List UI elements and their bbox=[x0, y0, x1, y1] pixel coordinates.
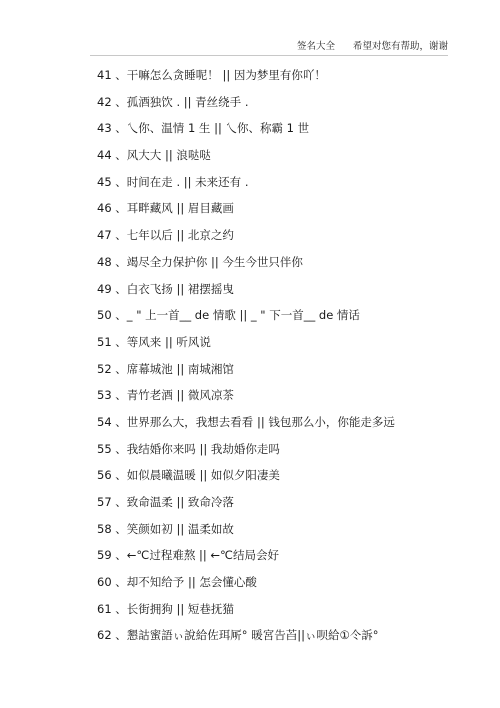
list-item: 46 、耳畔藏风 || 眉目藏画 bbox=[97, 201, 234, 216]
list-item: 55 、我结婚你来吗 || 我劫婚你走吗 bbox=[97, 441, 280, 456]
list-item: 52 、席幕城池 || 南城湘馆 bbox=[97, 361, 234, 376]
list-item: 60 、却不知给予 || 怎会懂心酸 bbox=[97, 575, 257, 590]
list-item: 42 、孤酒独饮 . || 青丝绕手 . bbox=[97, 94, 249, 109]
list-item: 62 、懇詁蜜語ぃ說給佐珥厛° 暖宮告苩||ぃ呗給①仒訴° bbox=[97, 628, 379, 643]
list-item: 53 、青竹老酒 || 微风凉茶 bbox=[97, 388, 234, 403]
list-item: 50 、_ " 上一首__ de 情歌 || _ " 下一首__ de 情话 bbox=[97, 308, 360, 323]
list-item: 59 、←℃过程难熬 || ←℃结局会好 bbox=[97, 548, 279, 563]
list-item: 57 、致命温柔 || 致命冷落 bbox=[97, 495, 234, 509]
header-title: 签名大全 bbox=[296, 41, 335, 52]
list-item: 56 、如似晨曦温暖 || 如似夕阳凄美 bbox=[97, 468, 280, 483]
list-item: 54 、世界那么大，我想去看看 || 钱包那么小，你能走多远 bbox=[97, 414, 395, 429]
header-subtitle: 希望对您有帮助，谢谢 bbox=[352, 41, 448, 52]
list-item: 49 、白衣飞扬 || 裙摆摇曳 bbox=[97, 281, 234, 296]
list-item: 51 、等风来 || 听风说 bbox=[97, 334, 211, 349]
list-item: 43 、乀你、温情 1 生 || 乀你、称霸 1 世 bbox=[97, 121, 310, 136]
list-item: 48 、竭尽全力保护你 || 今生今世只伴你 bbox=[97, 254, 303, 269]
list-item: 44 、风大大 || 浪哒哒 bbox=[97, 148, 211, 163]
signature-list bbox=[97, 62, 457, 649]
list-item: 61 、长街拥狗 || 短巷抚猫 bbox=[97, 601, 234, 616]
list-item: 58 、笑颜如初 || 温柔如故 bbox=[97, 521, 234, 536]
header-divider bbox=[90, 55, 448, 56]
page-header bbox=[297, 38, 448, 52]
list-item: 41 、干嘛怎么贪睡呢！ || 因为梦里有你吖！ bbox=[97, 68, 326, 82]
list-item: 47 、七年以后 || 北京之约 bbox=[97, 228, 234, 243]
list-item: 45 、时间在走 . || 未来还有 . bbox=[97, 174, 249, 189]
